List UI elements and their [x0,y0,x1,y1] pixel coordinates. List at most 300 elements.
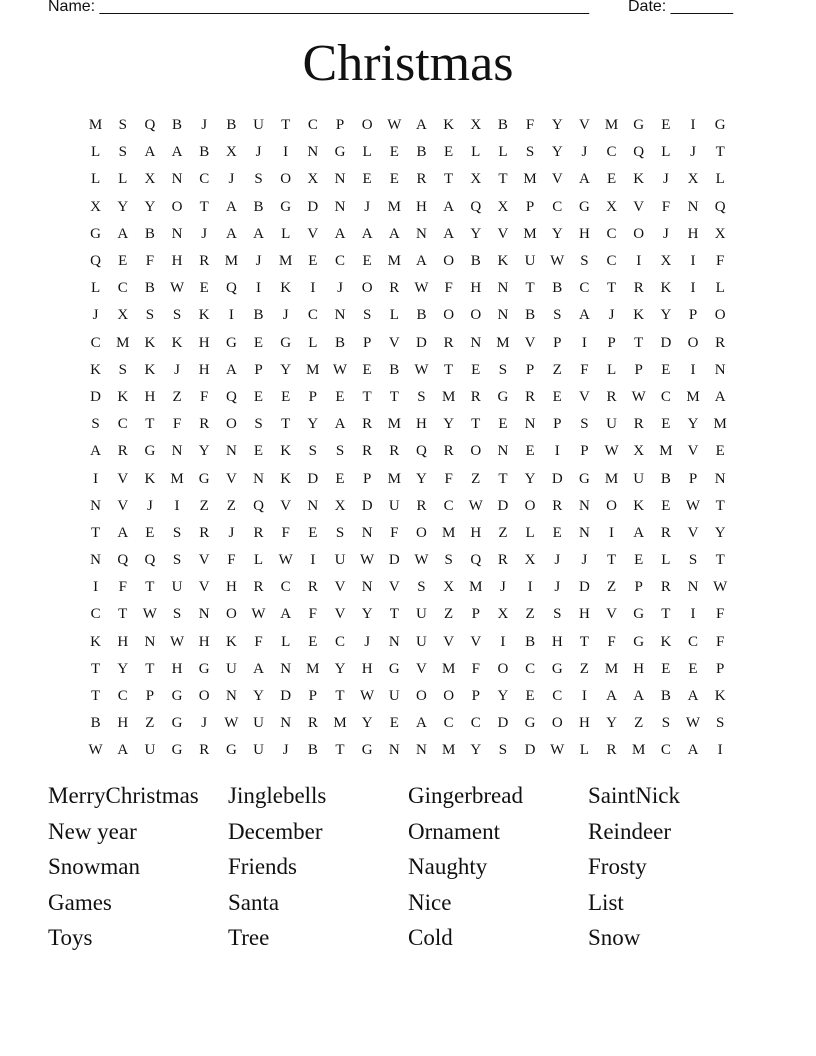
grid-letter[interactable]: B [307,742,318,759]
grid-letter[interactable]: A [416,253,427,270]
grid-letter[interactable]: H [117,715,129,732]
grid-letter[interactable]: N [361,524,373,541]
grid-letter[interactable]: X [443,579,455,596]
grid-letter[interactable]: P [471,688,480,705]
grid-letter[interactable]: R [389,443,400,460]
grid-letter[interactable]: X [497,198,509,215]
grid-letter[interactable]: E [253,388,264,405]
grid-letter[interactable]: W [169,633,185,650]
grid-letter[interactable]: L [362,144,372,161]
grid-letter[interactable]: G [497,388,509,405]
grid-letter[interactable]: Q [633,144,645,161]
grid-letter[interactable]: E [498,416,508,433]
grid-letter[interactable]: C [606,253,617,270]
grid-letter[interactable]: M [523,225,537,242]
grid-letter[interactable]: S [172,524,182,541]
grid-letter[interactable]: N [497,280,509,297]
grid-letter[interactable]: K [497,253,509,270]
grid-letter[interactable]: T [90,660,101,677]
grid-letter[interactable]: G [388,660,400,677]
grid-letter[interactable]: Y [307,416,319,433]
grid-letter[interactable]: F [444,280,453,297]
date-field-label[interactable]: Date: _______ [628,0,733,15]
grid-letter[interactable]: C [307,117,318,134]
grid-letter[interactable]: I [283,144,289,161]
grid-letter[interactable]: K [714,688,726,705]
grid-letter[interactable]: R [199,416,210,433]
grid-letter[interactable]: V [198,552,210,569]
grid-letter[interactable]: T [362,388,372,405]
grid-letter[interactable]: X [497,606,509,623]
grid-letter[interactable]: O [225,606,237,623]
grid-letter[interactable]: U [144,742,156,759]
grid-letter[interactable]: D [280,688,292,705]
grid-letter[interactable]: T [606,552,617,569]
grid-letter[interactable]: Y [687,416,699,433]
grid-letter[interactable]: L [389,307,399,324]
grid-letter[interactable]: G [280,198,292,215]
grid-letter[interactable]: N [388,742,400,759]
grid-letter[interactable]: F [200,388,209,405]
grid-letter[interactable]: L [90,171,101,188]
grid-letter[interactable]: N [225,688,237,705]
grid-letter[interactable]: O [416,688,427,705]
grid-letter[interactable]: B [525,633,536,650]
grid-letter[interactable]: V [606,606,617,623]
grid-letter[interactable]: K [280,443,292,460]
grid-letter[interactable]: I [310,552,316,569]
grid-letter[interactable]: K [633,307,645,324]
grid-letter[interactable]: P [145,688,155,705]
grid-letter[interactable]: F [525,117,535,134]
grid-letter[interactable]: M [170,470,184,487]
grid-letter[interactable]: Z [606,579,617,596]
grid-letter[interactable]: R [660,579,671,596]
grid-letter[interactable]: Y [551,225,563,242]
grid-letter[interactable]: J [662,171,669,188]
grid-letter[interactable]: V [443,633,455,650]
grid-letter[interactable]: N [90,552,101,569]
grid-letter[interactable]: G [198,660,210,677]
grid-letter[interactable]: Z [471,470,481,487]
grid-letter[interactable]: A [578,307,590,324]
grid-letter[interactable]: N [253,470,264,487]
grid-letter[interactable]: A [225,198,237,215]
grid-letter[interactable]: F [580,361,589,378]
grid-letter[interactable]: I [174,497,180,514]
grid-letter[interactable]: O [551,715,563,732]
grid-letter[interactable]: H [551,633,563,650]
grid-letter[interactable]: S [553,606,562,623]
grid-letter[interactable]: C [117,416,128,433]
grid-letter[interactable]: R [497,552,508,569]
grid-letter[interactable]: M [469,579,483,596]
grid-letter[interactable]: F [118,579,127,596]
grid-letter[interactable]: P [634,579,643,596]
grid-letter[interactable]: A [90,443,101,460]
grid-letter[interactable]: W [550,253,565,270]
grid-letter[interactable]: V [551,171,563,188]
grid-letter[interactable]: A [443,225,455,242]
grid-letter[interactable]: A [416,117,427,134]
grid-letter[interactable]: T [471,416,481,433]
grid-letter[interactable]: I [93,579,99,596]
grid-letter[interactable]: I [581,688,587,705]
grid-letter[interactable]: I [93,470,99,487]
grid-letter[interactable]: E [715,443,725,460]
grid-letter[interactable]: I [636,253,642,270]
grid-letter[interactable]: R [253,579,264,596]
grid-letter[interactable]: Y [280,361,292,378]
grid-letter[interactable]: L [281,633,291,650]
grid-letter[interactable]: T [335,688,345,705]
grid-letter[interactable]: M [116,334,130,351]
grid-letter[interactable]: N [90,497,101,514]
grid-letter[interactable]: T [715,552,725,569]
grid-letter[interactable]: O [361,280,373,297]
grid-letter[interactable]: C [199,171,210,188]
grid-letter[interactable]: S [417,388,426,405]
grid-letter[interactable]: X [660,253,672,270]
grid-letter[interactable]: W [169,280,185,297]
grid-letter[interactable]: E [335,470,345,487]
grid-letter[interactable]: W [414,552,429,569]
grid-letter[interactable]: W [685,497,701,514]
grid-letter[interactable]: O [361,117,373,134]
grid-letter[interactable]: W [360,688,375,705]
grid-letter[interactable]: R [525,388,536,405]
grid-letter[interactable]: H [416,198,427,215]
grid-letter[interactable]: J [201,225,208,242]
grid-letter[interactable]: L [715,280,725,297]
grid-letter[interactable]: T [199,198,209,215]
grid-letter[interactable]: P [688,307,698,324]
grid-letter[interactable]: A [388,225,400,242]
grid-letter[interactable]: W [713,579,728,596]
grid-letter[interactable]: N [687,198,699,215]
grid-letter[interactable]: P [525,198,535,215]
grid-letter[interactable]: Y [443,416,455,433]
grid-letter[interactable]: C [606,225,617,242]
grid-letter[interactable]: W [631,388,646,405]
grid-letter[interactable]: C [552,688,563,705]
grid-letter[interactable]: K [144,470,156,487]
grid-letter[interactable]: G [524,715,536,732]
grid-letter[interactable]: Y [144,198,156,215]
grid-letter[interactable]: I [690,117,696,134]
grid-letter[interactable]: C [525,660,536,677]
word-search-grid[interactable] [82,112,734,765]
grid-letter[interactable]: I [527,579,533,596]
grid-letter[interactable]: I [690,606,696,623]
grid-letter[interactable]: I [310,280,316,297]
grid-letter[interactable]: O [171,198,183,215]
grid-letter[interactable]: F [716,606,725,623]
grid-letter[interactable]: E [335,388,345,405]
grid-letter[interactable]: K [280,470,292,487]
grid-letter[interactable]: G [171,715,183,732]
grid-letter[interactable]: M [387,198,401,215]
grid-letter[interactable]: W [142,606,157,623]
grid-letter[interactable]: Y [524,470,536,487]
grid-letter[interactable]: H [198,361,210,378]
grid-letter[interactable]: J [228,524,235,541]
grid-letter[interactable]: S [661,715,671,732]
grid-letter[interactable]: G [225,742,237,759]
grid-letter[interactable]: S [417,579,426,596]
grid-letter[interactable]: E [688,660,698,677]
grid-letter[interactable]: O [416,524,427,541]
grid-letter[interactable]: A [171,144,183,161]
grid-letter[interactable]: R [606,388,617,405]
grid-letter[interactable]: S [580,416,589,433]
grid-letter[interactable]: J [608,307,615,324]
grid-letter[interactable]: U [416,606,427,623]
grid-letter[interactable]: N [225,443,237,460]
grid-letter[interactable]: J [500,579,506,596]
grid-letter[interactable]: H [198,633,210,650]
grid-letter[interactable]: P [634,361,643,378]
grid-letter[interactable]: L [606,361,617,378]
grid-letter[interactable]: U [253,742,264,759]
grid-letter[interactable]: D [551,470,563,487]
grid-letter[interactable]: J [201,715,208,732]
grid-letter[interactable]: N [497,307,509,324]
grid-letter[interactable]: N [497,443,509,460]
grid-letter[interactable]: M [306,660,320,677]
grid-letter[interactable]: R [253,524,264,541]
grid-letter[interactable]: T [90,524,101,541]
grid-letter[interactable]: K [660,280,672,297]
grid-letter[interactable]: Y [551,144,563,161]
grid-letter[interactable]: X [144,171,156,188]
grid-letter[interactable]: V [388,334,400,351]
grid-letter[interactable]: N [416,742,427,759]
grid-letter[interactable]: O [606,497,617,514]
grid-letter[interactable]: X [470,171,482,188]
grid-letter[interactable]: H [144,388,156,405]
grid-letter[interactable]: S [688,552,698,569]
grid-letter[interactable]: Q [225,388,237,405]
grid-letter[interactable]: Y [361,715,373,732]
grid-letter[interactable]: X [606,198,617,215]
grid-letter[interactable]: E [552,388,562,405]
grid-letter[interactable]: I [228,307,234,324]
grid-letter[interactable]: C [660,742,671,759]
grid-letter[interactable]: Z [552,361,562,378]
grid-letter[interactable]: S [553,307,562,324]
grid-letter[interactable]: X [687,171,699,188]
grid-letter[interactable]: W [251,606,266,623]
grid-letter[interactable]: D [578,579,590,596]
grid-letter[interactable]: H [416,416,427,433]
grid-letter[interactable]: M [713,416,727,433]
grid-letter[interactable]: S [716,715,725,732]
grid-letter[interactable]: F [227,552,236,569]
grid-letter[interactable]: W [278,552,293,569]
grid-letter[interactable]: A [361,225,373,242]
grid-letter[interactable]: I [581,334,587,351]
grid-letter[interactable]: K [144,334,156,351]
grid-letter[interactable]: R [389,280,400,297]
grid-letter[interactable]: B [172,117,183,134]
grid-letter[interactable]: F [390,524,399,541]
grid-letter[interactable]: D [416,334,427,351]
grid-letter[interactable]: I [690,253,696,270]
grid-letter[interactable]: L [308,334,318,351]
grid-letter[interactable]: U [606,416,617,433]
grid-letter[interactable]: A [687,688,699,705]
grid-letter[interactable]: C [470,715,481,732]
grid-letter[interactable]: A [117,225,129,242]
grid-letter[interactable]: N [198,606,210,623]
grid-letter[interactable]: B [389,361,400,378]
grid-letter[interactable]: Z [579,660,589,677]
grid-letter[interactable]: J [581,552,588,569]
grid-letter[interactable]: R [633,416,644,433]
grid-letter[interactable]: D [307,198,319,215]
grid-letter[interactable]: T [389,388,399,405]
grid-letter[interactable]: G [361,742,373,759]
grid-letter[interactable]: T [335,742,345,759]
grid-letter[interactable]: C [307,307,318,324]
grid-letter[interactable]: B [660,470,671,487]
grid-letter[interactable]: N [144,633,156,650]
grid-letter[interactable]: W [387,117,402,134]
grid-letter[interactable]: A [225,361,237,378]
grid-letter[interactable]: E [362,361,372,378]
grid-letter[interactable]: W [604,443,619,460]
grid-letter[interactable]: S [254,416,263,433]
grid-letter[interactable]: M [496,334,510,351]
grid-letter[interactable]: Y [497,688,509,705]
grid-letter[interactable]: K [90,633,101,650]
grid-letter[interactable]: V [633,198,645,215]
grid-letter[interactable]: N [171,171,183,188]
grid-letter[interactable]: A [416,715,427,732]
grid-letter[interactable]: K [443,117,455,134]
grid-letter[interactable]: S [335,443,345,460]
grid-letter[interactable]: H [225,579,237,596]
grid-letter[interactable]: S [335,524,345,541]
grid-letter[interactable]: T [118,606,128,623]
grid-letter[interactable]: X [225,144,237,161]
grid-letter[interactable]: L [118,171,128,188]
grid-letter[interactable]: B [497,117,508,134]
grid-letter[interactable]: K [144,361,156,378]
grid-letter[interactable]: W [414,361,429,378]
grid-letter[interactable]: N [388,633,400,650]
grid-letter[interactable]: S [172,606,182,623]
grid-letter[interactable]: Q [470,552,482,569]
grid-letter[interactable]: L [90,280,101,297]
grid-letter[interactable]: H [470,280,482,297]
grid-letter[interactable]: B [334,334,345,351]
grid-letter[interactable]: E [661,660,671,677]
grid-letter[interactable]: L [253,552,264,569]
grid-letter[interactable]: I [717,742,723,759]
grid-letter[interactable]: R [199,253,210,270]
grid-letter[interactable]: J [364,198,371,215]
grid-letter[interactable]: T [444,361,454,378]
grid-letter[interactable]: A [253,225,264,242]
grid-letter[interactable]: J [201,117,208,134]
grid-letter[interactable]: T [715,497,725,514]
grid-letter[interactable]: O [497,660,509,677]
grid-letter[interactable]: F [254,633,263,650]
grid-letter[interactable]: V [307,225,319,242]
grid-letter[interactable]: B [226,117,237,134]
grid-letter[interactable]: K [90,361,101,378]
grid-letter[interactable]: P [525,361,535,378]
grid-letter[interactable]: F [471,660,480,677]
grid-letter[interactable]: C [552,198,563,215]
grid-letter[interactable]: C [117,688,128,705]
grid-letter[interactable]: B [144,280,155,297]
grid-letter[interactable]: G [144,443,156,460]
grid-letter[interactable]: A [334,225,346,242]
grid-letter[interactable]: A [334,416,346,433]
grid-letter[interactable]: H [687,225,699,242]
grid-letter[interactable]: E [308,633,318,650]
grid-letter[interactable]: N [714,361,726,378]
grid-letter[interactable]: N [334,198,346,215]
grid-letter[interactable]: L [498,144,508,161]
grid-letter[interactable]: N [524,416,536,433]
grid-letter[interactable]: M [387,416,401,433]
grid-letter[interactable]: M [686,388,700,405]
grid-letter[interactable]: N [714,470,726,487]
grid-letter[interactable]: G [633,117,645,134]
grid-letter[interactable]: Y [551,117,563,134]
grid-letter[interactable]: J [690,144,696,161]
grid-letter[interactable]: X [307,171,319,188]
grid-letter[interactable]: L [661,144,671,161]
grid-letter[interactable]: P [335,117,345,134]
grid-letter[interactable]: U [171,579,183,596]
grid-letter[interactable]: W [224,715,239,732]
grid-letter[interactable]: D [524,742,536,759]
grid-letter[interactable]: L [525,524,535,541]
grid-letter[interactable]: K [280,280,292,297]
grid-letter[interactable]: R [199,524,210,541]
grid-letter[interactable]: C [606,144,617,161]
grid-letter[interactable]: U [253,117,264,134]
grid-letter[interactable]: G [90,225,101,242]
grid-letter[interactable]: A [578,171,590,188]
grid-letter[interactable]: N [578,524,590,541]
grid-letter[interactable]: A [633,524,645,541]
grid-letter[interactable]: R [633,280,644,297]
grid-letter[interactable]: P [254,361,263,378]
grid-letter[interactable]: U [524,253,536,270]
grid-letter[interactable]: D [497,715,509,732]
grid-letter[interactable]: J [255,253,262,270]
grid-letter[interactable]: C [90,334,101,351]
grid-letter[interactable]: S [498,361,508,378]
grid-letter[interactable]: A [633,688,645,705]
grid-letter[interactable]: V [687,443,699,460]
grid-letter[interactable]: Y [470,225,482,242]
grid-letter[interactable]: N [280,715,292,732]
grid-letter[interactable]: H [470,524,482,541]
grid-letter[interactable]: T [389,606,399,623]
grid-letter[interactable]: E [661,361,671,378]
grid-letter[interactable]: E [145,524,155,541]
grid-letter[interactable]: Q [416,443,427,460]
grid-letter[interactable]: E [661,117,671,134]
grid-letter[interactable]: Z [525,606,535,623]
